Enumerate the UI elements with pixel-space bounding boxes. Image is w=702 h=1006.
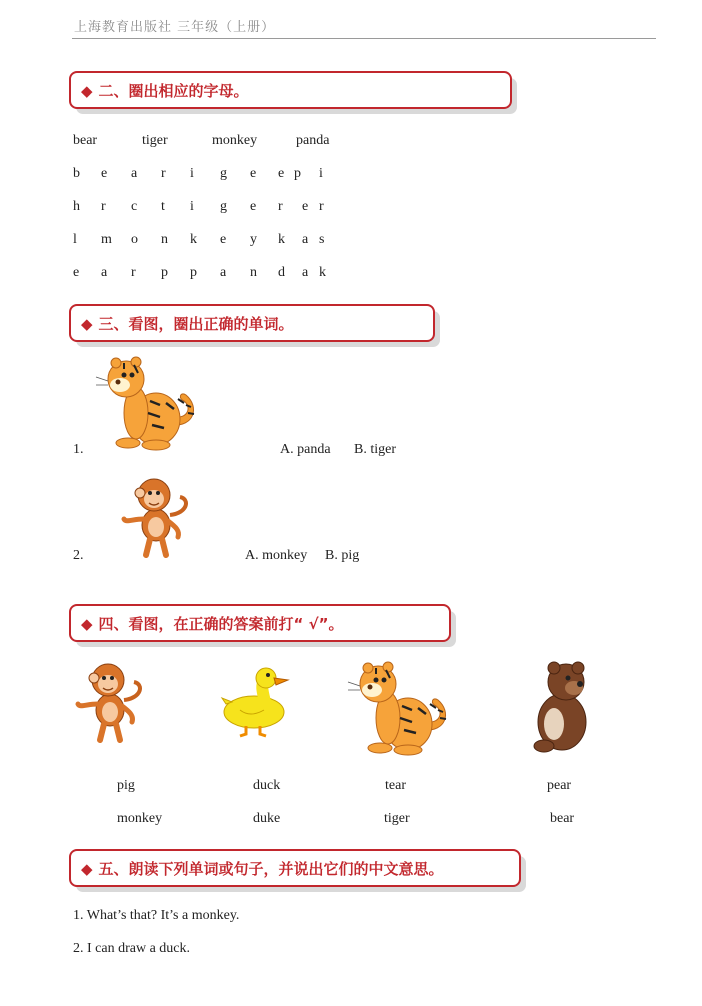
word-panda: panda [296, 133, 330, 148]
grid-letter[interactable]: b [73, 166, 80, 181]
grid-letter[interactable]: l [73, 232, 77, 247]
grid-letter[interactable]: o [131, 232, 138, 247]
sentence-1: 1. What’s that? It’s a monkey. [73, 908, 240, 923]
grid-letter[interactable]: e [101, 166, 108, 181]
option-monkey: monkey [117, 811, 163, 826]
grid-letter[interactable]: d [278, 265, 285, 280]
grid-letter[interactable]: r [161, 166, 166, 181]
option-pear: pear [547, 778, 572, 793]
grid-letter[interactable]: e [220, 232, 227, 247]
option-tiger: tiger [384, 811, 410, 826]
grid-letter[interactable]: k [278, 232, 285, 247]
section-4-title: 四、看图，在正确的答案前打“ √”。 [98, 615, 344, 633]
section-2-title: 二、圈出相应的字母。 [98, 82, 249, 100]
grid-letter[interactable]: i [190, 166, 194, 181]
grid-letter[interactable]: r [101, 199, 106, 214]
grid-letter[interactable]: a [220, 265, 227, 280]
q2-number: 2. [73, 548, 84, 563]
diamond-icon: ◆ [81, 615, 93, 633]
grid-letter[interactable]: r [319, 199, 324, 214]
grid-letter[interactable]: a [131, 166, 138, 181]
q1-option-a: A. panda [280, 442, 331, 457]
grid-letter[interactable]: e [250, 166, 257, 181]
section-5-heading [69, 849, 521, 887]
diamond-icon: ◆ [81, 860, 93, 878]
q1-number: 1. [73, 442, 84, 457]
grid-letter[interactable]: a [302, 265, 309, 280]
q2-option-b: B. pig [325, 548, 360, 563]
grid-letter[interactable]: i [190, 199, 194, 214]
grid-letter[interactable]: r [278, 199, 283, 214]
grid-letter[interactable]: n [161, 232, 168, 247]
word-tiger: tiger [142, 133, 168, 148]
section-3-heading [69, 304, 435, 342]
sentence-2: 2. I can draw a duck. [73, 941, 191, 956]
option-pig: pig [117, 778, 135, 793]
grid-letter[interactable]: p [294, 166, 301, 181]
section-5-title: 五、朗读下列单词或句子，并说出它们的中文意思。 [98, 860, 444, 878]
grid-letter[interactable]: e [73, 265, 80, 280]
grid-letter[interactable]: e [250, 199, 257, 214]
grid-letter[interactable]: r [131, 265, 136, 280]
grid-letter[interactable]: n [250, 265, 257, 280]
duck-icon [220, 664, 292, 738]
grid-letter[interactable]: a [101, 265, 108, 280]
monkey-icon [118, 475, 194, 559]
grid-letter[interactable]: k [190, 232, 197, 247]
grid-letter[interactable]: m [101, 232, 112, 247]
section-2-heading [69, 71, 512, 109]
tiger-icon [94, 355, 204, 451]
grid-letter[interactable]: e [302, 199, 309, 214]
option-duke: duke [253, 811, 281, 826]
option-bear: bear [550, 811, 575, 826]
q1-option-b: B. tiger [354, 442, 396, 457]
word-bear: bear [73, 133, 98, 148]
q2-option-a: A. monkey [245, 548, 308, 563]
grid-letter[interactable]: c [131, 199, 138, 214]
diamond-icon: ◆ [81, 315, 93, 333]
grid-letter[interactable]: t [161, 199, 165, 214]
option-duck: duck [253, 778, 281, 793]
grid-letter[interactable]: y [250, 232, 257, 247]
grid-letter[interactable]: g [220, 199, 227, 214]
diamond-icon: ◆ [81, 82, 93, 100]
grid-letter[interactable]: k [319, 265, 326, 280]
grid-letter[interactable]: p [190, 265, 197, 280]
option-tear: tear [385, 778, 406, 793]
tiger-icon [346, 660, 456, 756]
grid-letter[interactable]: h [73, 199, 80, 214]
grid-letter[interactable]: e [278, 166, 285, 181]
grid-letter[interactable]: s [319, 232, 325, 247]
grid-letter[interactable]: a [302, 232, 309, 247]
page-header: 上海教育出版社 三年级（上册） [74, 20, 276, 35]
grid-letter[interactable]: i [319, 166, 323, 181]
section-3-title: 三、看图，圈出正确的单词。 [98, 315, 294, 333]
grid-letter[interactable]: g [220, 166, 227, 181]
bear-icon [530, 660, 594, 754]
word-monkey: monkey [212, 133, 258, 148]
monkey-icon [72, 660, 148, 744]
header-divider [72, 38, 656, 39]
grid-letter[interactable]: p [161, 265, 168, 280]
section-4-heading [69, 604, 451, 642]
